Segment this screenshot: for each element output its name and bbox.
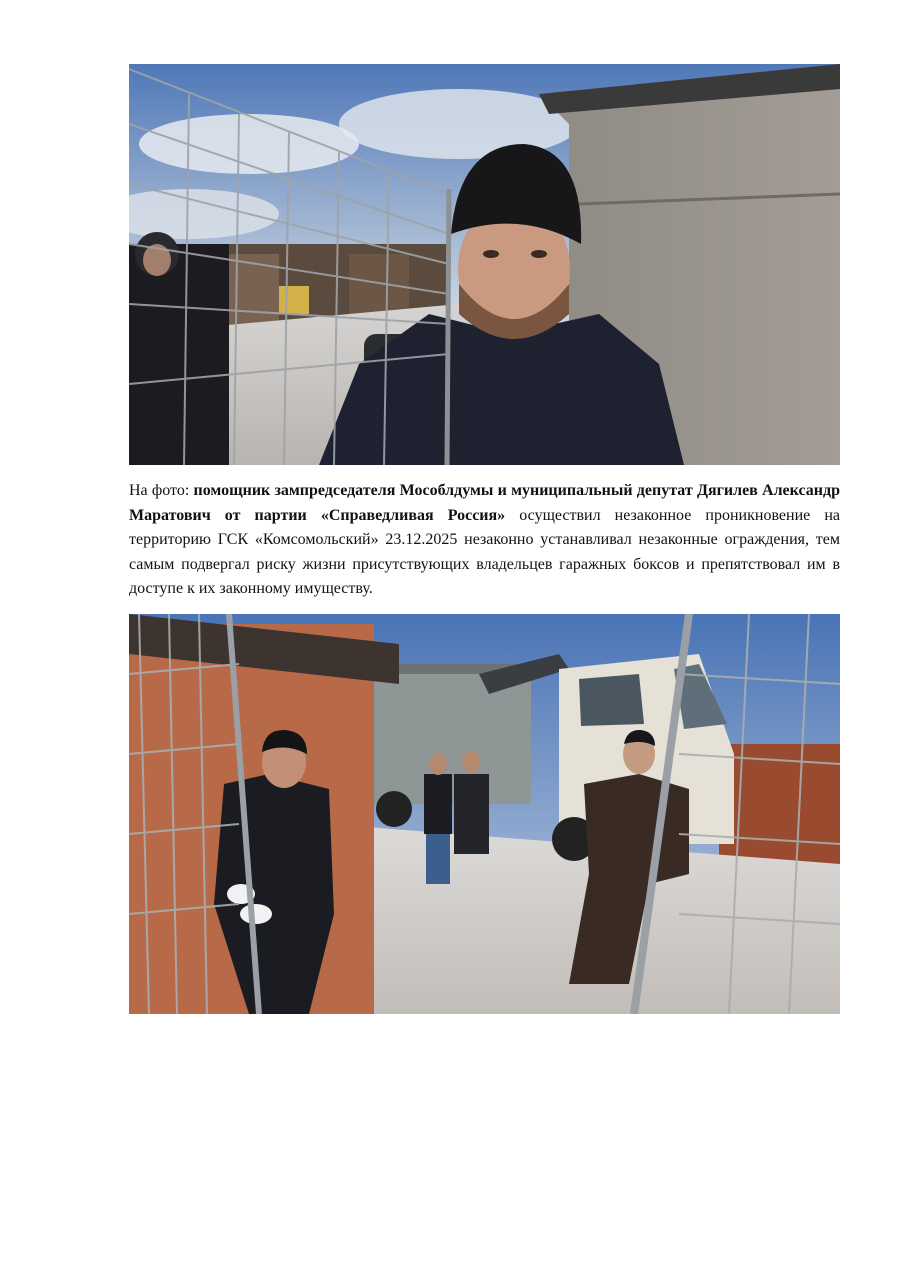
photo-caption <box>129 479 840 602</box>
caption-prefix: На фото: <box>129 482 194 499</box>
caption-description: осуществил незаконное проникновение на территорию ГСК «Комсомольский» 23.12.2025 незаконно устанавливал незаконные ограждения, тем самым подвергал риску жизни присутствующих владельцев гаражных боксов и препятствовал им в доступе к их законному имуществу. <box>129 506 840 597</box>
photo-fence-and-truck <box>129 614 840 1014</box>
caption-bold-subject: помощник зампредседателя Мособлдумы и муниципальный депутат Дягилев Александр Маратович от партии «Справедливая Россия» <box>129 482 840 524</box>
photo-selfie-at-fence <box>129 64 840 465</box>
